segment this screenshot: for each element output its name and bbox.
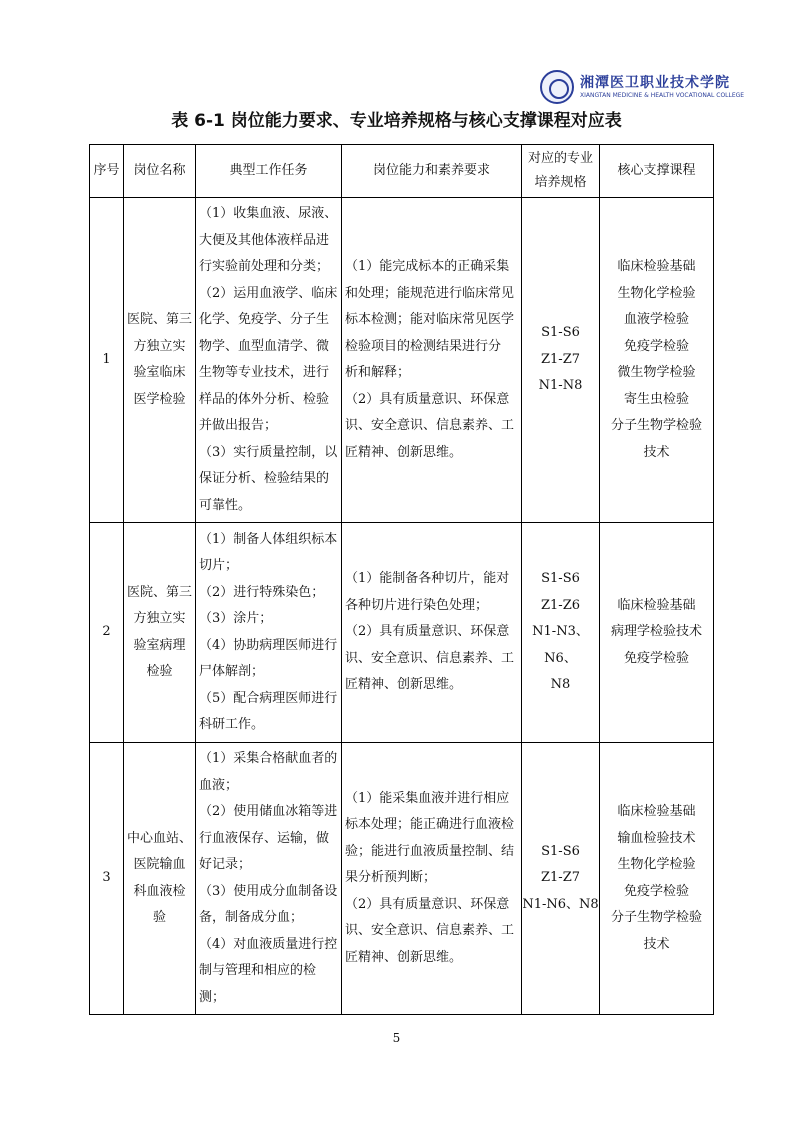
courses-cell [600, 198, 714, 523]
task-line: （2）使用储血冰箱等进 [199, 804, 338, 819]
task-line: 物学、血型血清学、微 [199, 338, 330, 354]
task-line: 可靠性。 [199, 497, 252, 513]
task-line: （1）采集合格献血者的 [199, 751, 338, 766]
requirement-line: 检验项目的检测结果进行分 [345, 338, 502, 354]
task-line: 样品的体外分析、检验 [199, 391, 330, 407]
requirement-line: （1）能制备各种切片，能对 [345, 571, 510, 587]
page-number: 5 [392, 1031, 401, 1045]
requirements-cell [342, 198, 522, 523]
task-line: （3）涂片； [199, 611, 273, 626]
task-line: 行实验前处理和分类； [199, 259, 330, 274]
task-line: 尸体解剖； [199, 664, 265, 679]
position-line: 方独立实 [133, 611, 186, 626]
college-emblem-icon [540, 70, 574, 104]
table-row [90, 198, 714, 523]
requirement-line: 验；能进行血液质量控制、结 [345, 843, 515, 859]
specs-cell [522, 743, 600, 1015]
requirement-line: 识、安全意识、信息素养、工 [345, 418, 515, 433]
requirement-line: （1）能采集血液并进行相应 [345, 790, 510, 806]
header-no: 序号 [90, 145, 124, 198]
requirement-line: （2）具有质量意识、环保意 [345, 624, 510, 640]
spec-line: N1-N6、N8 [522, 896, 599, 912]
course-line: 分子生物学检验 [610, 418, 702, 433]
task-line: 并做出报告； [199, 418, 278, 433]
position-line: 科血液检 [133, 883, 186, 899]
requirement-line: 匠精神、创新思维。 [345, 444, 463, 460]
task-line: 备，制备成分血； [199, 910, 304, 925]
requirement-line: 析和解释； [345, 365, 411, 380]
courses-cell [600, 523, 714, 743]
requirement-line: 标本处理；能正确进行血液检 [345, 817, 515, 833]
task-line: 制与管理和相应的检 [199, 963, 317, 978]
requirement-line: 果分析预判断； [345, 870, 437, 886]
row-number: 1 [90, 198, 124, 523]
position-line: 方独立实 [133, 338, 186, 354]
position-line: 验室临床 [133, 365, 186, 380]
task-line: 好记录； [199, 857, 252, 872]
position-line: 验 [152, 910, 166, 925]
courses-cell [600, 743, 714, 1015]
header-courses: 核心支撑课程 [600, 145, 714, 198]
task-line: 科研工作。 [199, 717, 265, 732]
course-line: 生物化学检验 [617, 857, 696, 872]
header-tasks: 典型工作任务 [196, 145, 342, 198]
requirement-line: 匠精神、创新思维。 [345, 949, 463, 965]
task-line: 测； [199, 989, 226, 1005]
course-line: 生物化学检验 [617, 285, 696, 301]
spec-line: Z1-Z7 [541, 870, 580, 886]
requirements-cell [342, 523, 522, 743]
requirement-line: （1）能完成标本的正确采集 [345, 259, 510, 274]
task-line: （1）收集血液、尿液、 [199, 206, 338, 221]
position-cell [124, 198, 196, 523]
course-line: 免疫学检验 [623, 650, 689, 666]
college-logo [540, 68, 745, 108]
course-line: 免疫学检验 [623, 883, 689, 899]
task-line: （3）使用成分血制备设 [199, 883, 338, 899]
row-number: 3 [90, 743, 124, 1015]
spec-line: S1-S6 [541, 571, 580, 587]
position-line: 医院输血 [133, 857, 186, 872]
tasks-cell [196, 743, 342, 1015]
spec-line: S1-S6 [541, 843, 580, 859]
task-line: 切片； [199, 558, 239, 573]
header-requirements: 岗位能力和素养要求 [342, 145, 522, 198]
logo-name: 湘潭医卫职业技术学院 [580, 75, 730, 91]
position-line: 医学检验 [133, 391, 186, 407]
spec-line: N1-N3、N6、 [532, 624, 589, 666]
course-line: 技术 [643, 444, 670, 460]
task-line: （2）运用血液学、临床 [199, 285, 338, 301]
requirement-line: 匠精神、创新思维。 [345, 677, 463, 693]
task-line: 行血液保存、运输，做 [199, 830, 330, 846]
requirement-line: 和处理；能规范进行临床常见 [345, 285, 515, 301]
task-line: 血液； [199, 777, 239, 793]
header-position: 岗位名称 [124, 145, 196, 198]
course-line: 免疫学检验 [623, 338, 689, 354]
specs-cell [522, 523, 600, 743]
task-line: （2）进行特殊染色； [199, 584, 325, 600]
course-line: 血液学检验 [623, 312, 689, 327]
course-line: 寄生虫检验 [623, 391, 689, 407]
logo-english-name: XIANGTAN MEDICINE & HEALTH VOCATIONAL COLLEGE [580, 92, 745, 99]
task-line: 化学、免疫学、分子生 [199, 312, 330, 327]
position-line: 医院、第三 [126, 312, 192, 327]
course-line: 输血检验技术 [617, 830, 696, 846]
position-line: 医院、第三 [126, 584, 192, 600]
header-specs: 对应的专业 培养规格 [522, 145, 600, 198]
task-line: （5）配合病理医师进行 [199, 690, 338, 706]
task-line: （3）实行质量控制，以 [199, 444, 338, 460]
position-cell [124, 523, 196, 743]
requirement-line: 识、安全意识、信息素养、工 [345, 650, 515, 666]
position-line: 检验 [146, 664, 173, 679]
table-row [90, 523, 714, 743]
requirements-cell [342, 743, 522, 1015]
task-line: （4）对血液质量进行控 [199, 936, 338, 952]
spec-line: Z1-Z7 [541, 351, 580, 367]
spec-line: Z1-Z6 [541, 597, 580, 613]
position-cell [124, 743, 196, 1015]
spec-line: S1-S6 [541, 325, 580, 341]
position-line: 中心血站、 [126, 830, 192, 846]
course-line: 技术 [643, 936, 670, 952]
task-line: 保证分析、检验结果的 [199, 471, 330, 486]
position-line: 验室病理 [133, 637, 186, 653]
table-header-row [90, 145, 714, 198]
row-number: 2 [90, 523, 124, 743]
specs-cell [522, 198, 600, 523]
requirement-line: （2）具有质量意识、环保意 [345, 391, 510, 407]
course-line: 微生物学检验 [617, 365, 696, 380]
table-title: 表 6-1 岗位能力要求、专业培养规格与核心支撑课程对应表 [171, 111, 622, 131]
course-line: 临床检验基础 [617, 259, 696, 274]
task-line: 大便及其他体液样品进 [199, 232, 330, 248]
requirement-line: 识、安全意识、信息素养、工 [345, 923, 515, 939]
course-line: 病理学检验技术 [610, 624, 702, 640]
competency-table [89, 144, 714, 1015]
spec-line: N8 [550, 677, 571, 693]
course-line: 临床检验基础 [617, 597, 696, 613]
task-line: （1）制备人体组织标本 [199, 531, 338, 547]
requirement-line: 标本检测；能对临床常见医学 [345, 312, 515, 327]
task-line: 生物等专业技术，进行 [199, 365, 330, 380]
requirement-line: （2）具有质量意识、环保意 [345, 896, 510, 912]
tasks-cell [196, 198, 342, 523]
requirement-line: 各种切片进行染色处理； [345, 597, 489, 613]
table-row [90, 743, 714, 1015]
course-line: 临床检验基础 [617, 804, 696, 819]
course-line: 分子生物学检验 [610, 910, 702, 925]
task-line: （4）协助病理医师进行 [199, 637, 338, 653]
spec-line: N1-N8 [538, 378, 583, 394]
tasks-cell [196, 523, 342, 743]
